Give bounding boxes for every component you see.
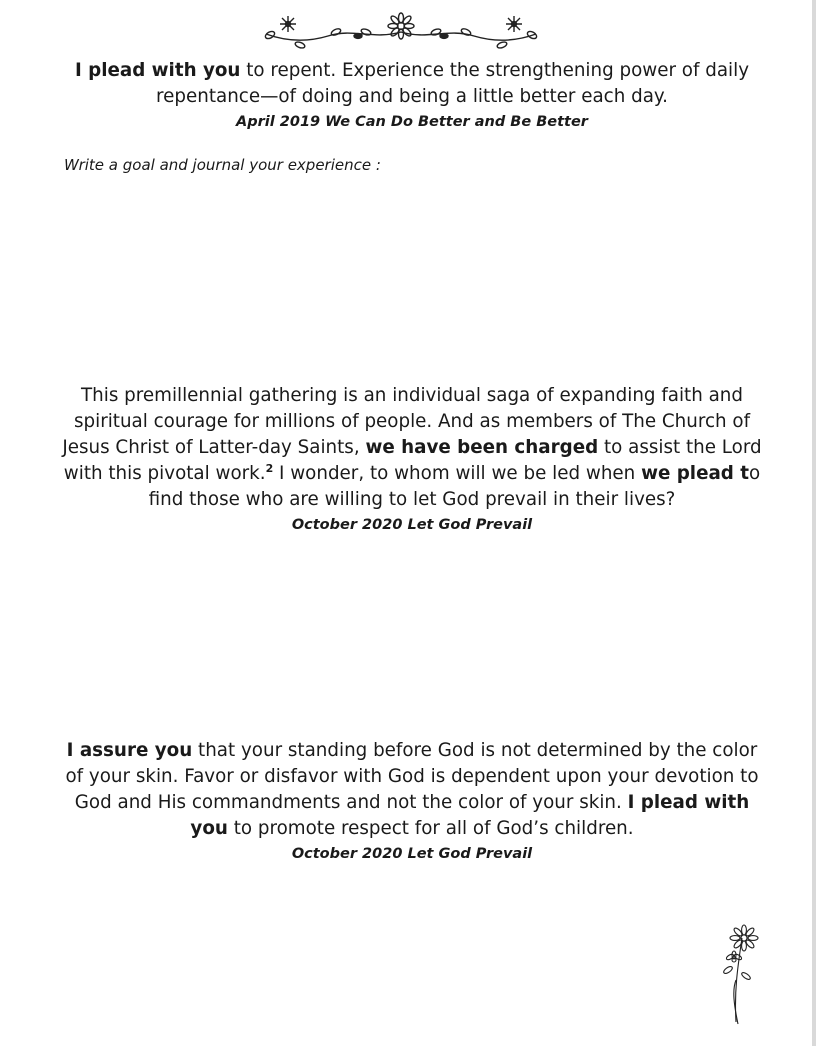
quote-assure-text-1: that your standing before God is not determined by the color of your skin. Favor or disfavor with God is dependent upon your devotion to God and His commandments and not the color of your skin. [65,740,759,813]
quote-repent [60,58,764,110]
quote-assure-bold-2: I plead with you [190,792,750,839]
quote-gathering-text-4: o find those who are willing to let God prevail in their lives? [148,463,761,510]
quote-gathering-text-1: This premillennial gathering is an individual saga of expanding faith and spiritual courage for millions of people. And as members of The Church of Jesus Christ of Latter-day Saints, [62,385,751,458]
quote-repent-source: April 2019 We Can Do Better and Be Better [236,114,588,130]
journal-prompt: Write a goal and journal your experience : [64,156,381,174]
quote-repent-bold-lead: I plead with you [74,60,241,81]
quote-gathering-text-2: to assist the Lord with this pivotal work. [63,437,762,484]
page-edge [812,0,816,1046]
quote-assure [60,738,764,842]
quote-assure-source: October 2020 Let God Prevail [291,846,533,862]
quote-repent-text: to repent. Experience the strengthening power of daily repentance—of doing and being a little better each day. [156,60,750,107]
quote-assure-bold-lead: I assure you [66,740,193,761]
quote-gathering [60,383,764,513]
flower-stem-icon [712,920,772,1030]
footnote-marker: 2 [265,462,274,475]
quote-assure-text-2: to promote respect for all of God’s children. [227,818,634,839]
quote-gathering-source: October 2020 Let God Prevail [291,517,533,533]
floral-divider-icon [258,10,544,50]
quote-gathering-bold-1: we have been charged [365,437,599,458]
quote-gathering-bold-2: we plead t [641,463,749,484]
quote-gathering-text-3: I wonder, to whom will we be led when [273,463,642,484]
